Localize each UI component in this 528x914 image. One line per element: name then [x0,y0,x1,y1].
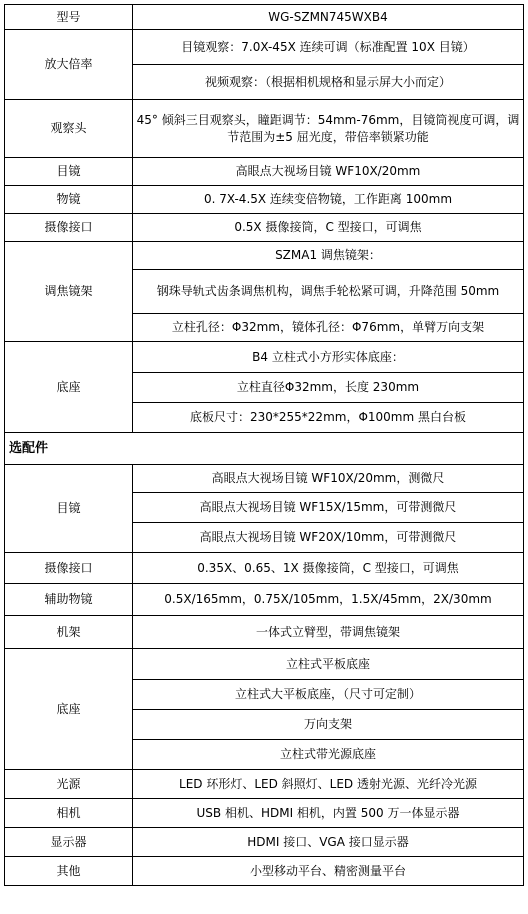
model-value: WG-SZMN745WXB4 [133,5,524,30]
table-row [5,5,524,30]
base-title-value: B4 立柱式小方形实体底座： [133,342,524,373]
table-row [5,158,524,186]
opt-base-label: 底座 [5,649,133,770]
table-row [5,242,524,270]
table-row [5,553,524,584]
eyepiece-value: 高眼点大视场目镜 WF10X/20mm [133,158,524,186]
opt-aux-objective-label: 辅助物镜 [5,584,133,616]
opt-base-light-value: 立柱式带光源底座 [133,740,524,770]
opt-display-value: HDMI 接口、VGA 接口显示器 [133,828,524,857]
table-row [5,649,524,680]
opt-aux-objective-value: 0.5X/165mm，0.75X/105mm，1.5X/45mm，2X/30mm [133,584,524,616]
head-value: 45° 倾斜三目观察头，瞳距调节：54mm-76mm，目镜筒视度可调，调节范围为±5 屈光度，带倍率锁紧功能 [133,100,524,158]
table-row [5,342,524,373]
eyepiece-label: 目镜 [5,158,133,186]
objective-value: 0. 7X-4.5X 连续变倍物镜，工作距离 100mm [133,186,524,214]
table-row [5,828,524,857]
model-label: 型号 [5,5,133,30]
table-row [5,186,524,214]
objective-label: 物镜 [5,186,133,214]
camera-port-value: 0.5X 摄像接筒，C 型接口，可调焦 [133,214,524,242]
opt-camera-port-value: 0.35X、0.65、1X 摄像接筒，C 型接口，可调焦 [133,553,524,584]
opt-camera-port-label: 摄像接口 [5,553,133,584]
options-section-title: 选配件 [5,433,524,465]
camera-port-label: 摄像接口 [5,214,133,242]
table-row [5,616,524,649]
opt-base-flat-value: 立柱式平板底座 [133,649,524,680]
table-row [5,857,524,886]
magnification-eyepiece-value: 目镜观察：7.0X-45X 连续可调（标准配置 10X 目镜） [133,30,524,65]
opt-base-universal-value: 万向支架 [133,710,524,740]
base-plate-value: 底板尺寸：230*255*22mm，Φ100mm 黑白台板 [133,403,524,433]
opt-eyepiece-15x-value: 高眼点大视场目镜 WF15X/15mm，可带测微尺 [133,493,524,523]
table-row [5,799,524,828]
table-row [5,30,524,65]
base-pillar-value: 立柱直径Φ32mm，长度 230mm [133,373,524,403]
opt-stand-label: 机架 [5,616,133,649]
opt-other-label: 其他 [5,857,133,886]
magnification-video-value: 视频观察：（根据相机规格和显示屏大小而定） [133,65,524,100]
spec-table [4,4,524,886]
table-row [5,465,524,493]
focus-mount-bore-value: 立柱孔径：Φ32mm，镜体孔径：Φ76mm，单臂万向支架 [133,314,524,342]
opt-base-large-value: 立柱式大平板底座，（尺寸可定制） [133,680,524,710]
table-row [5,584,524,616]
opt-eyepiece-label: 目镜 [5,465,133,553]
opt-camera-label: 相机 [5,799,133,828]
focus-mount-title-value: SZMA1 调焦镜架： [133,242,524,270]
opt-stand-value: 一体式立臂型，带调焦镜架 [133,616,524,649]
focus-mount-label: 调焦镜架 [5,242,133,342]
focus-mount-mechanism-value: 钢珠导轨式齿条调焦机构，调焦手轮松紧可调，升降范围 50mm [133,270,524,314]
table-row [5,433,524,465]
opt-display-label: 显示器 [5,828,133,857]
opt-light-value: LED 环形灯、LED 斜照灯、LED 透射光源、光纤冷光源 [133,770,524,799]
head-label: 观察头 [5,100,133,158]
opt-light-label: 光源 [5,770,133,799]
table-row [5,100,524,158]
table-row [5,770,524,799]
table-row [5,214,524,242]
opt-camera-value: USB 相机、HDMI 相机，内置 500 万一体显示器 [133,799,524,828]
opt-eyepiece-20x-value: 高眼点大视场目镜 WF20X/10mm，可带测微尺 [133,523,524,553]
opt-other-value: 小型移动平台、精密测量平台 [133,857,524,886]
opt-eyepiece-10x-value: 高眼点大视场目镜 WF10X/20mm，测微尺 [133,465,524,493]
magnification-label: 放大倍率 [5,30,133,100]
base-label: 底座 [5,342,133,433]
